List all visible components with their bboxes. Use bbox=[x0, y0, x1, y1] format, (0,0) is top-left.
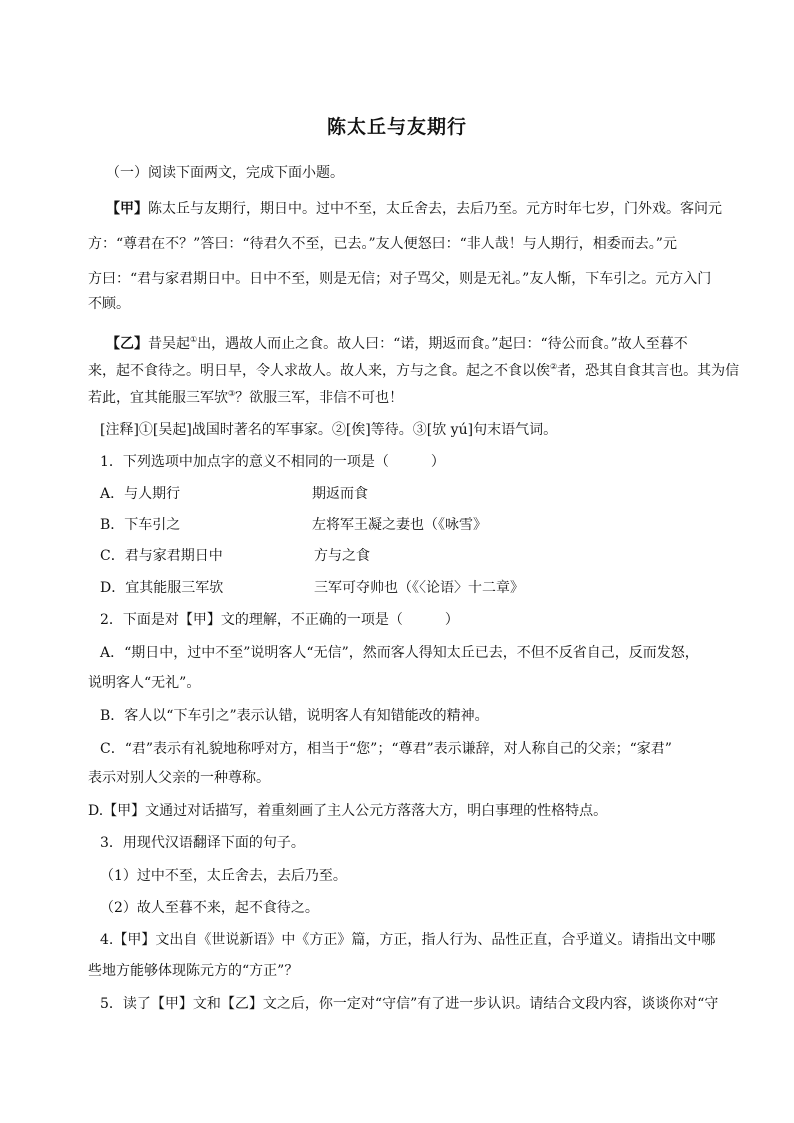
question-1-stem: 1．下列选项中加点字的意义不相同的一项是（ ） bbox=[100, 454, 445, 470]
question-2-option-b: B．客人以“下车引之”表示认错，说明客人有知错能改的精神。 bbox=[100, 708, 489, 724]
question-2-option-c-line-1: C．“君”表示有礼貌地称呼对方，相当于“您”；“尊君”表示谦辞，对人称自己的父亲；“家君” bbox=[100, 741, 672, 757]
passage-yi-line-1: 【乙】昔吴起①出，遇故人而止之食。故人曰：“诺，期返而食。”起曰：“待公而食。”故人至暮不 bbox=[106, 335, 688, 352]
question-3-sentence-2: （2）故人至暮不来，起不食待之。 bbox=[100, 900, 319, 916]
question-2-option-d: D.【甲】文通过对话描写，着重刻画了主人公元方落落大方，明白事理的性格特点。 bbox=[88, 803, 608, 819]
footnote-marker-1: ① bbox=[190, 335, 198, 344]
passage-jia-line-2: 方：“尊君在不？”答曰：“待君久不至，已去。”友人便怒曰：“非人哉！与人期行，相委而去。”元 bbox=[88, 236, 677, 252]
passage-yi-label: 【乙】 bbox=[106, 336, 148, 352]
question-2-option-a-line-2: 说明客人“无礼”。 bbox=[88, 675, 201, 691]
question-1-option-b: B．下车引之 左将军王凝之妻也（《咏雪》 bbox=[100, 517, 487, 533]
question-3-stem: 3．用现代汉语翻译下面的句子。 bbox=[100, 835, 305, 851]
question-1-option-a: A．与人期行 期返而食 bbox=[100, 486, 368, 502]
passage-jia-label: 【甲】 bbox=[106, 201, 148, 217]
passage-jia-line-3: 方曰：“君与家君期日中。日中不至，则是无信；对子骂父，则是无礼。”友人惭，下车引之。元方入门 bbox=[88, 271, 712, 287]
footnote-marker-2: ② bbox=[550, 362, 558, 371]
passage-jia-text-1: 陈太丘与友期行，期日中。过中不至，太丘舍去，去后乃至。元方时年七岁，门外戏。客问元 bbox=[148, 201, 722, 217]
passage-jia-line-1 bbox=[106, 199, 736, 219]
question-4-line-2: 些地方能够体现陈元方的“方正”？ bbox=[88, 963, 299, 979]
question-5-line-1: 5．读了【甲】文和【乙】文之后，你一定对“守信”有了进一步认识。请结合文段内容，谈谈你对“守 bbox=[100, 996, 719, 1012]
annotation-note: [注释]①[吴起]战国时著名的军事家。②[俟]等待。③[欤 yú]句末语气词。 bbox=[100, 422, 558, 438]
passage-yi-line-2: 来，起不食待之。明日早，令人求故人。故人来，方与之食。起之不食以俟②者，恐其自食其言也。其为信 bbox=[88, 362, 740, 379]
question-2-stem: 2．下面是对【甲】文的理解，不正确的一项是（ ） bbox=[100, 612, 459, 628]
question-2-option-a-line-1: A．“期日中，过中不至”说明客人“无信”，然而客人得知太丘已去，不但不反省自己，反而发怒， bbox=[100, 645, 699, 661]
intro-instruction: （一）阅读下面两文，完成下面小题。 bbox=[106, 165, 344, 181]
question-2-option-c-line-2: 表示对别人父亲的一种尊称。 bbox=[88, 770, 270, 786]
question-1-option-c: C．君与家君期日中 方与之食 bbox=[100, 548, 370, 564]
question-4-line-1: 4.【甲】文出自《世说新语》中《方正》篇，方正，指人行为、品性正直，合乎道义。请指出文中哪 bbox=[100, 932, 716, 948]
passage-jia-line-4: 不顾。 bbox=[88, 296, 130, 312]
question-1-option-d: D．宜其能服三军欤 三军可夺帅也（《〈论语〉十二章》 bbox=[100, 580, 524, 596]
passage-yi-line-3: 若此，宜其能服三军欤③？欲服三军，非信不可也！ bbox=[88, 389, 404, 406]
page-title: 陈太丘与友期行 bbox=[326, 116, 467, 138]
question-3-sentence-1: （1）过中不至，太丘舍去，去后乃至。 bbox=[100, 868, 347, 884]
footnote-marker-3: ③ bbox=[228, 389, 236, 398]
